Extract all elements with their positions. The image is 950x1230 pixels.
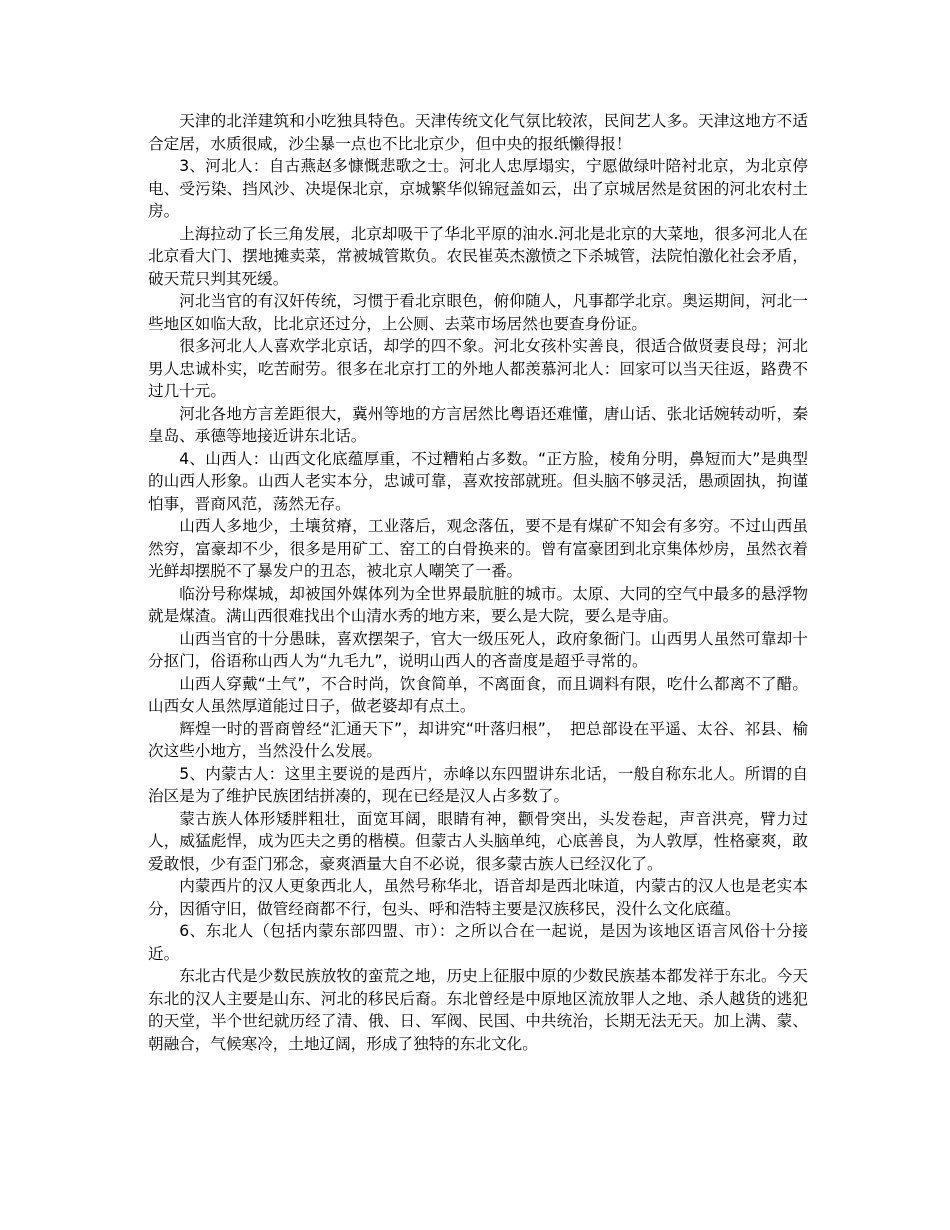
document-body xyxy=(148,110,808,1055)
paragraph-shanxi-intro: 4、山西人：山西文化底蕴厚重，不过糟粕占多数。“正方脸，棱角分明，鼻短而大”是典型的山西人形象。山西人老实本分，忠诚可靠，喜欢按部就班。但头脑不够灵活，愚顽固执，拘谨怕事，晋商风范，荡然无存。 xyxy=(148,449,808,513)
paragraph-hebei-dialects: 河北各地方言差距很大，冀州等地的方言居然比粤语还难懂，唐山话、张北话婉转动听，秦皇岛、承德等地接近讲东北话。 xyxy=(148,404,808,445)
paragraph-mongolian-people: 蒙古族人体形矮胖粗壮，面宽耳阔，眼睛有神，颧骨突出，头发卷起，声音洪亮，臂力过人，威猛彪悍，成为匹夫之勇的楷模。但蒙古人头脑单纯，心底善良，为人敦厚，性格豪爽，敢爱敢恨，少有歪门邪念，豪爽酒量大自不必说，很多蒙古族人已经汉化了。 xyxy=(148,809,808,873)
paragraph-dongbei-history: 东北古代是少数民族放牧的蛮荒之地，历史上征服中原的少数民族基本都发祥于东北。今天东北的汉人主要是山东、河北的移民后裔。东北曾经是中原地区流放罪人之地、杀人越货的逃犯的天堂，半个世纪就历经了清、俄、日、军阀、民国、中共统治，长期无法无天。加上满、蒙、朝融合，气候寒冷，土地辽阔，形成了独特的东北文化。 xyxy=(148,967,808,1053)
paragraph-hebei-officials: 河北当官的有汉奸传统，习惯于看北京眼色，俯仰随人，凡事都学北京。奥运期间，河北一些地区如临大敌，比北京还过分，上公厕、去菜市场居然也要查身份证。 xyxy=(148,292,808,333)
paragraph-neimenggu-west: 内蒙西片的汉人更象西北人，虽然号称华北，语音却是西北味道，内蒙古的汉人也是老实本分，因循守旧，做管经商都不行，包头、呼和浩特主要是汉族移民，没什么文化底蕴。 xyxy=(148,877,808,918)
paragraph-hebei-intro: 3、河北人：自古燕赵多慷慨悲歌之士。河北人忠厚塌实，宁愿做绿叶陪衬北京，为北京停电、受污染、挡风沙、决堤保北京，京城繁华似锦冠盖如云，出了京城居然是贫困的河北农村土房。 xyxy=(148,157,808,220)
paragraph-neimenggu-intro: 5、内蒙古人：这里主要说的是西片，赤峰以东四盟讲东北话，一般自称东北人。所谓的自治区是为了维护民族团结拼凑的，现在已经是汉人占多数了。 xyxy=(148,764,808,805)
paragraph-hebei-people: 很多河北人人喜欢学北京话，却学的四不象。河北女孩朴实善良，很适合做贤妻良母；河北男人忠诚朴实，吃苦耐劳。很多在北京打工的外地人都羡慕河北人：回家可以当天往返，路费不过几十元。 xyxy=(148,337,808,400)
paragraph-hebei-shanghai: 上海拉动了长三角发展，北京却吸干了华北平原的油水.河北是北京的大菜地，很多河北人在北京看大门、摆地摊卖菜，常被城管欺负。农民崔英杰激愤之下杀城管，法院怕激化社会矛盾，破天荒只判其死缓。 xyxy=(148,224,808,288)
paragraph-shanxi-linfen: 临汾号称煤城，却被国外媒体列为全世界最肮脏的城市。太原、大同的空气中最多的悬浮物就是煤渣。满山西很难找出个山清水秀的地方来，要么是大院，要么是寺庙。 xyxy=(148,584,808,625)
paragraph-shanxi-officials: 山西当官的十分愚昧，喜欢摆架子，官大一级压死人，政府象衙门。山西男人虽然可靠却十分抠门，俗语称山西人为“九毛九”，说明山西人的吝啬度是超乎寻常的。 xyxy=(148,629,808,670)
paragraph-shanxi-land: 山西人多地少，土壤贫瘠，工业落后，观念落伍，要不是有煤矿不知会有多穷。不过山西虽然穷，富豪却不少，很多是用矿工、窑工的白骨换来的。曾有富豪团到北京集体炒房，虽然衣着光鲜却摆脱不了暴发户的丑态，被北京人嘲笑了一番。 xyxy=(148,517,808,580)
paragraph-shanxi-merchants: 辉煌一时的晋商曾经“汇通天下”，却讲究“叶落归根”， 把总部设在平遥、太谷、祁县、榆次这些小地方，当然没什么发展。 xyxy=(148,719,808,760)
paragraph-dongbei-intro: 6、东北人（包括内蒙东部四盟、市）：之所以合在一起说，是因为该地区语言风俗十分接近。 xyxy=(148,922,808,963)
paragraph-shanxi-dress: 山西人穿戴“土气”，不合时尚，饮食简单，不离面食，而且调料有限，吃什么都离不了醋。山西女人虽然厚道能过日子，做老婆却有点土。 xyxy=(148,674,808,715)
paragraph-tianjin-features: 天津的北洋建筑和小吃独具特色。天津传统文化气氛比较浓，民间艺人多。天津这地方不适合定居，水质很咸，沙尘暴一点也不比北京少，但中央的报纸懒得报！ xyxy=(148,112,808,153)
